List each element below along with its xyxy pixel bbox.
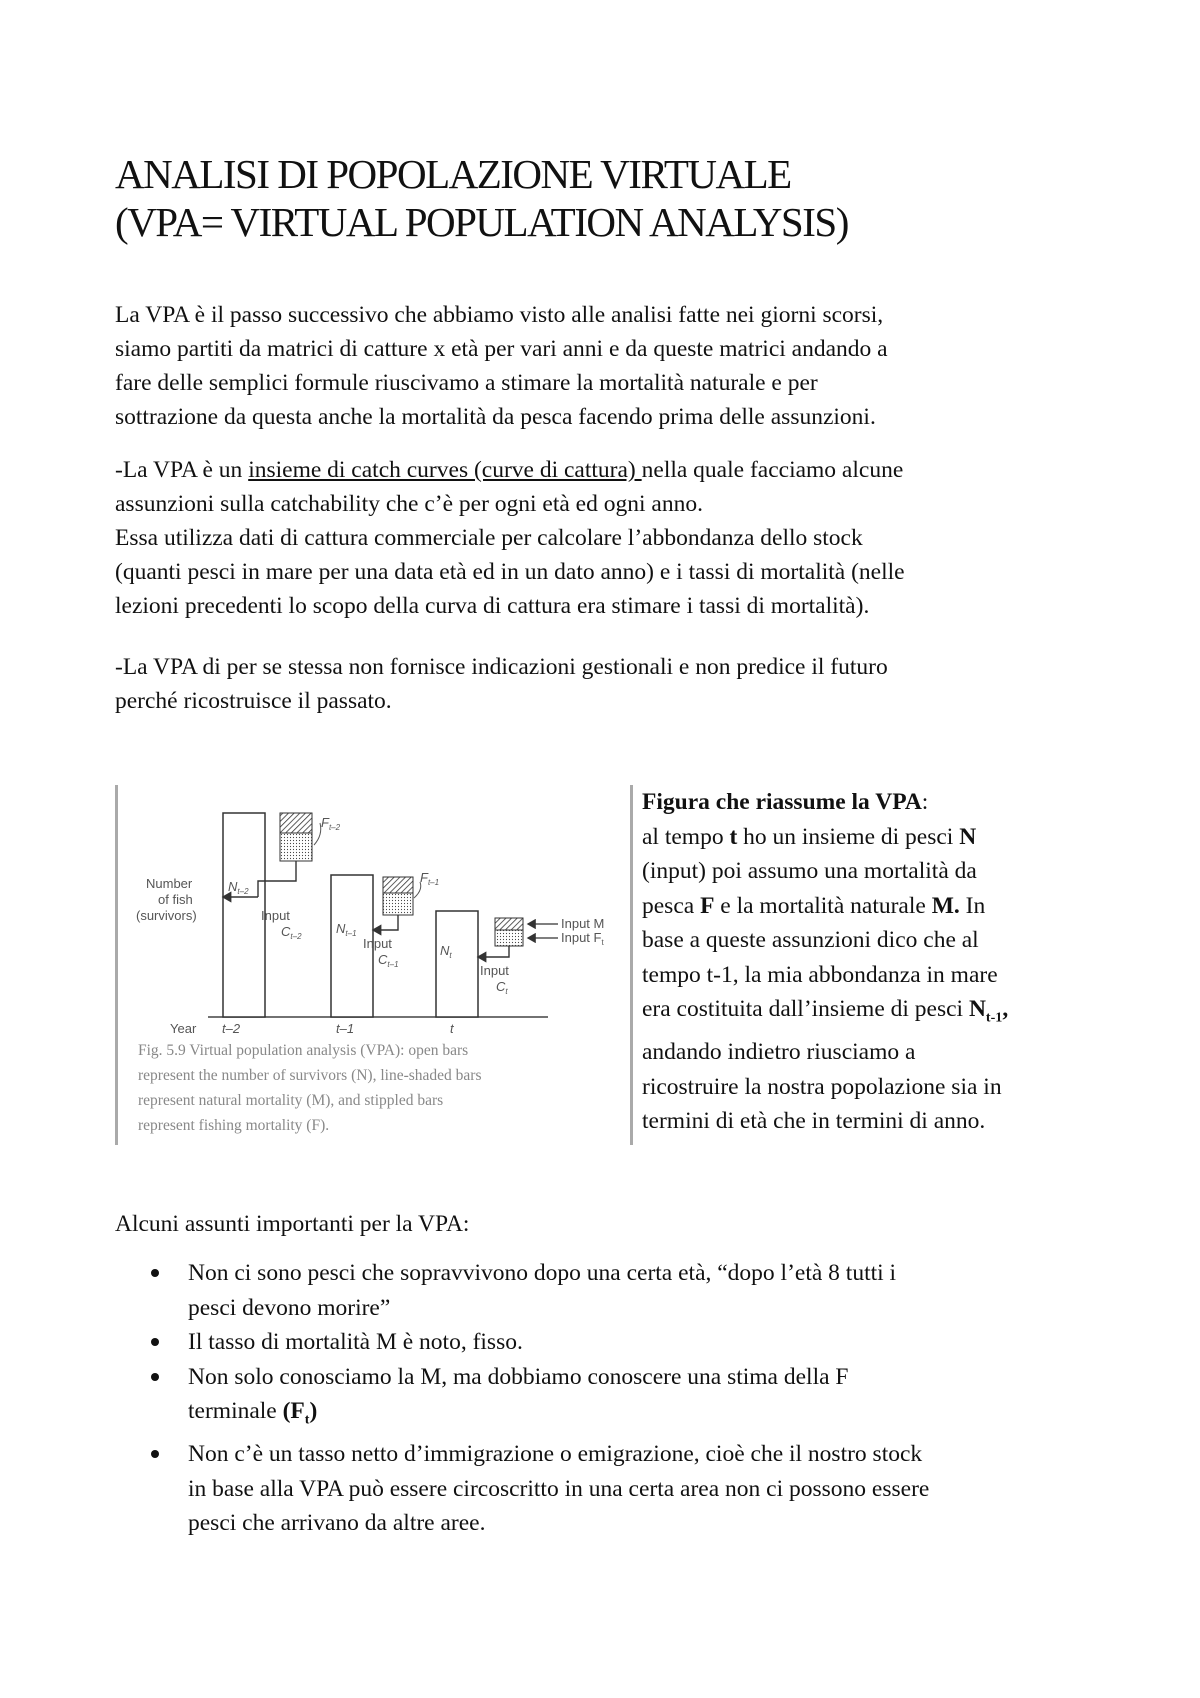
- figure-description-line: tempo t-1, la mia abbondanza in mare: [642, 961, 998, 988]
- vpa-diagram: [118, 785, 630, 1145]
- bold-text: N: [959, 823, 977, 850]
- figure-description-heading: [642, 785, 1112, 820]
- text-run: nella quale facciamo alcune: [641, 457, 904, 483]
- list-item-line: pesci devono morire”: [188, 1294, 391, 1321]
- list-item-line: Il tasso di mortalità M è noto, fisso.: [188, 1329, 523, 1355]
- survivors-bar: [436, 911, 478, 1017]
- bold-text: M.: [931, 892, 960, 919]
- list-item-line: pesci che arrivano da altre aree.: [188, 1510, 486, 1537]
- paragraph-line: [115, 453, 1115, 487]
- y-axis-label: Number: [146, 876, 193, 891]
- figure-caption-line: represent natural mortality (M), and stippled bars: [138, 1092, 444, 1109]
- underlined-term: insieme di catch curves (curve di cattura): [248, 457, 642, 483]
- bar-label: $N_t$: [440, 943, 452, 960]
- connector-line: [314, 823, 321, 845]
- input-label: Input: [363, 936, 392, 951]
- fishing-mortality-box: [495, 930, 523, 946]
- paragraph-line: sottrazione da questa anche la mortalità da pesca facendo prima delle assunzioni.: [115, 404, 876, 430]
- legend-input-m: Input M: [561, 916, 605, 931]
- figure-description-line: andando indietro riusciamo a: [642, 1039, 916, 1066]
- list-item: [115, 1325, 1115, 1360]
- bar-label: $N_{t-2}$: [228, 879, 249, 896]
- figure-description-line: [642, 820, 1112, 855]
- input-catch-label: $C_{t-1}$: [378, 952, 399, 969]
- vpa-figure-image: [115, 785, 633, 1145]
- paragraph-line: fare delle semplici formule riuscivamo a stimare la mortalità naturale e per: [115, 370, 818, 396]
- connector-arrow: [478, 946, 509, 957]
- connector-arrow: [373, 915, 398, 930]
- list-item-line: Non solo conosciamo la M, ma dobbiamo conoscere una stima della F: [188, 1363, 849, 1390]
- figure-caption-line: Fig. 5.9 Virtual population analysis (VPA): open bars: [138, 1042, 469, 1059]
- paragraph-line: (quanti pesci in mare per una data età ed in un dato anno) e i tassi di mortalità (nelle: [115, 559, 905, 585]
- fishing-mortality-label: $F_{t-2}$: [321, 815, 341, 832]
- x-axis-label: Year: [170, 1021, 197, 1036]
- figure-description-line: base a queste assunzioni dico che al: [642, 927, 979, 953]
- fishing-mortality-box: [383, 893, 413, 915]
- bold-text: F: [700, 892, 715, 919]
- fishing-mortality-label: $F_{t-1}$: [420, 870, 440, 887]
- input-catch-label: $C_{t-2}$: [281, 924, 302, 941]
- list-item-line: [188, 1394, 1115, 1437]
- bold-text: $(F_t)$: [282, 1398, 318, 1428]
- text-run: ho un insieme di pesci: [737, 823, 960, 850]
- bullet-icon: [151, 1269, 159, 1277]
- paragraph-management: [115, 650, 1115, 718]
- text-run: pesca: [642, 892, 701, 919]
- list-item-line: Non ci sono pesci che sopravvivono dopo una certa età, “dopo l’età 8 tutti i: [188, 1260, 897, 1286]
- paragraph-line: lezioni precedenti lo scopo della curva di cattura era stimare i tassi di mortalità).: [115, 593, 870, 619]
- paragraph-line: perché ricostruisce il passato.: [115, 688, 392, 714]
- paragraph-line: siamo partiti da matrici di catture x età per vari anni e da queste matrici andando a: [115, 336, 888, 362]
- list-item-line: in base alla VPA può essere circoscritto in una certa area non ci possono essere: [188, 1475, 930, 1502]
- bold-text: t: [729, 823, 738, 850]
- title-line-1: ANALISI DI POPOLAZIONE VIRTUALE: [115, 151, 791, 197]
- figure-caption-line: represent the number of survivors (N), line-shaded bars: [138, 1067, 482, 1084]
- input-catch-label: $C_t$: [496, 979, 508, 996]
- year-tick: t–1: [336, 1021, 355, 1036]
- natural-mortality-box: [383, 877, 413, 893]
- text-run: e la mortalità naturale: [714, 892, 932, 919]
- bullet-icon: [151, 1373, 159, 1381]
- bar-label: $N_{t-1}$: [336, 921, 357, 938]
- text-run: In: [959, 892, 986, 919]
- text-run: -La VPA è un: [115, 457, 249, 483]
- input-label: Input: [261, 908, 290, 923]
- figure-description-line: [642, 992, 1112, 1035]
- figure-description-line: [642, 889, 1112, 924]
- list-item: [115, 1256, 1115, 1325]
- natural-mortality-box: [280, 813, 312, 833]
- legend-input-f: Input $F_t$: [561, 930, 604, 947]
- paragraph-catch-curves: [115, 453, 1115, 623]
- text-run: :: [921, 789, 929, 815]
- figure-description: [642, 785, 1112, 1139]
- text-run: terminale: [188, 1398, 283, 1424]
- y-axis-label: of fish: [158, 892, 193, 907]
- title-line-2: (VPA= VIRTUAL POPULATION ANALYSIS): [115, 199, 848, 245]
- figure-caption-line: represent fishing mortality (F).: [138, 1117, 330, 1134]
- list-item: [115, 1437, 1115, 1541]
- figure-description-line: ricostruire la nostra popolazione sia in: [642, 1073, 1002, 1100]
- paragraph-line: La VPA è il passo successivo che abbiamo visto alle analisi fatte nei giorni scorsi,: [115, 302, 884, 328]
- paragraph-line: Essa utilizza dati di cattura commerciale per calcolare l’abbondanza dello stock: [115, 525, 863, 551]
- y-axis-label: (survivors): [136, 908, 197, 923]
- input-label: Input: [480, 963, 509, 978]
- survivors-bar: [223, 813, 265, 1017]
- bold-text: Figura che riassume la VPA: [642, 789, 922, 815]
- list-item: [115, 1360, 1115, 1438]
- list-item-line: Non c’è un tasso netto d’immigrazione o emigrazione, cioè che il nostro stock: [188, 1441, 923, 1468]
- assumptions-list: [115, 1256, 1115, 1541]
- text-run: era costituita dall’insieme di pesci: [642, 996, 969, 1022]
- fishing-mortality-box: [280, 833, 312, 861]
- paragraph-line: assunzioni sulla catchability che c’è per ogni età ed ogni anno.: [115, 491, 703, 517]
- bullet-icon: [151, 1338, 159, 1346]
- bullet-icon: [151, 1450, 159, 1458]
- year-tick: t: [450, 1021, 454, 1036]
- paragraph-line: -La VPA di per se stessa non fornisce indicazioni gestionali e non predice il futuro: [115, 654, 888, 680]
- assumptions-intro: Alcuni assunti importanti per la VPA:: [115, 1211, 470, 1237]
- text-run: al tempo: [642, 823, 730, 850]
- natural-mortality-box: [495, 918, 523, 930]
- paragraph-intro: [115, 298, 1115, 434]
- figure-description-line: (input) poi assumo una mortalità da: [642, 858, 977, 884]
- figure-description-line: termini di età che in termini di anno.: [642, 1108, 986, 1135]
- bold-text: $N_{t-1}$,: [968, 996, 1009, 1026]
- year-tick: t–2: [222, 1021, 241, 1036]
- document-title: [115, 150, 1115, 246]
